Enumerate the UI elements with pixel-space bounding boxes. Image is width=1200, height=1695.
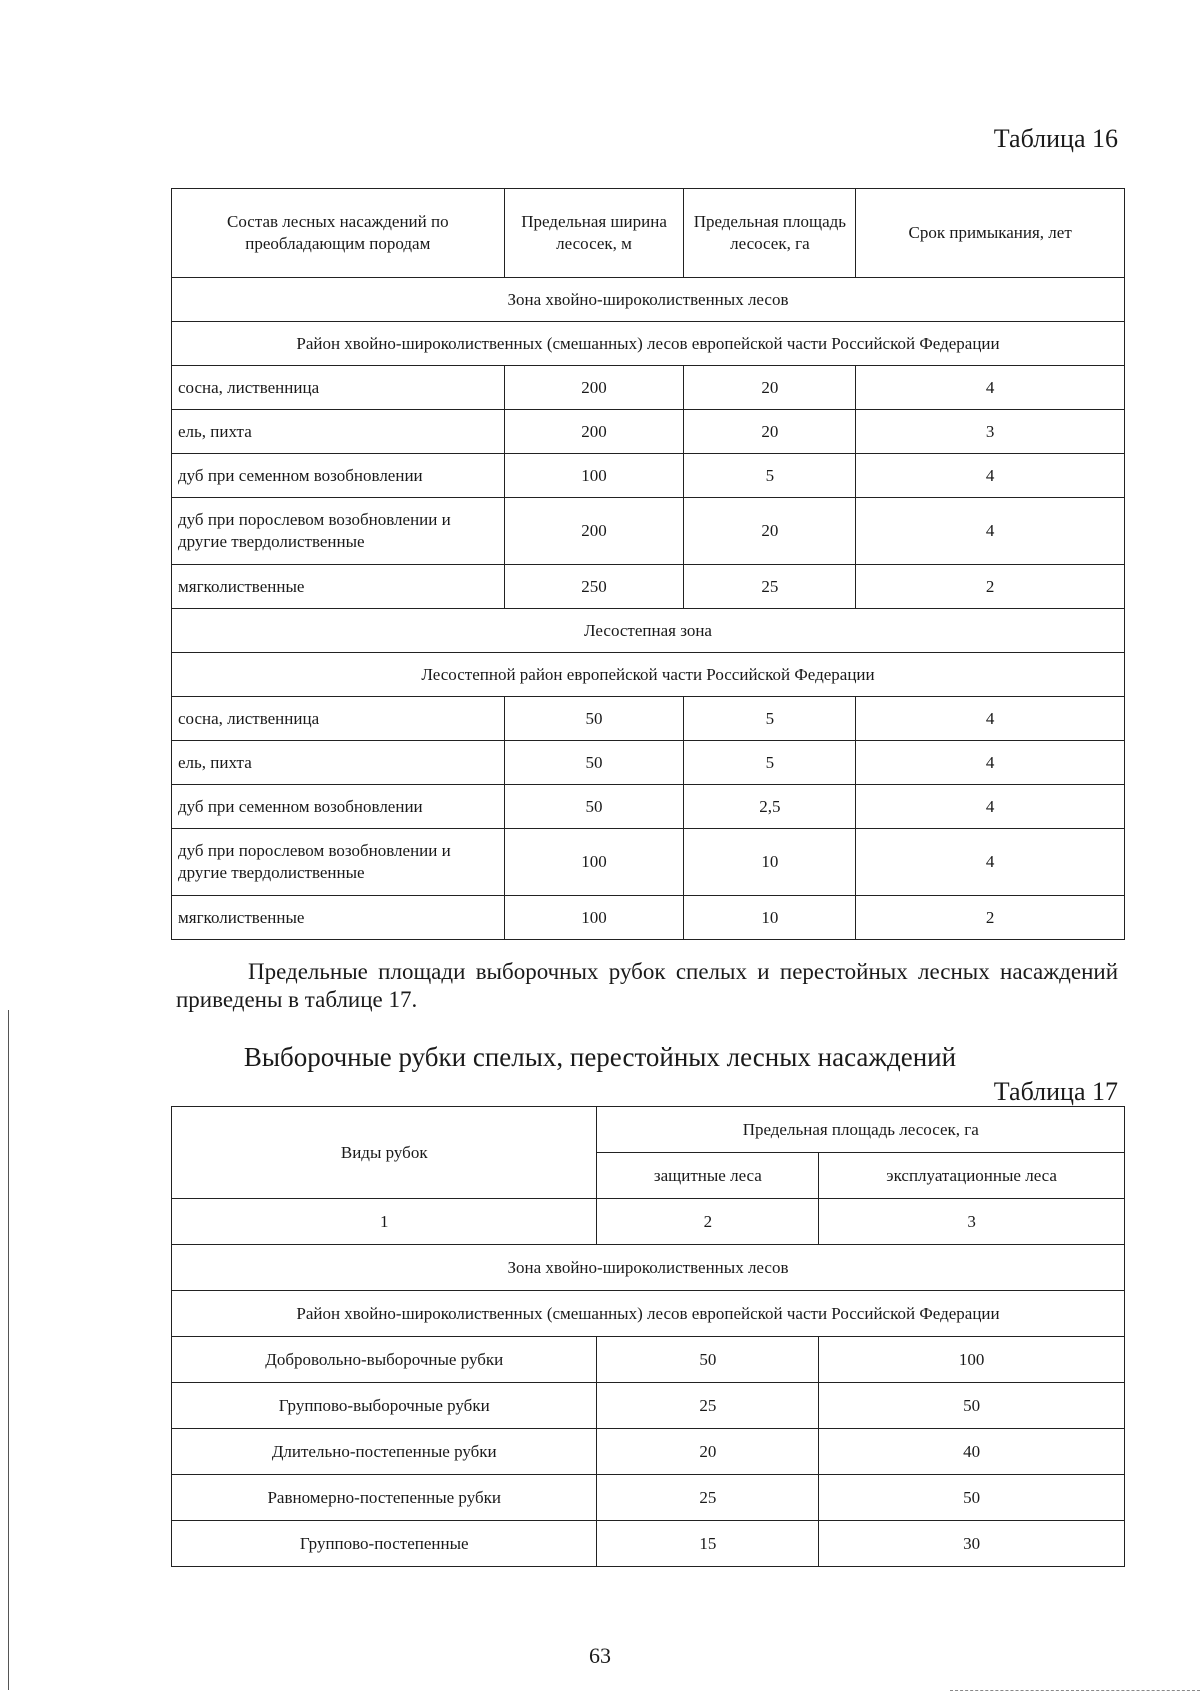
- table-17: [171, 1106, 1125, 1567]
- table-row: [172, 896, 1125, 940]
- species-cell: мягколиственные: [172, 565, 505, 609]
- term-cell: 2: [856, 896, 1125, 940]
- term-cell: 4: [856, 829, 1125, 896]
- cutting-type-cell: Длительно-постепенные рубки: [172, 1429, 597, 1475]
- width-cell: 50: [504, 697, 684, 741]
- table-row: [172, 741, 1125, 785]
- width-cell: 250: [504, 565, 684, 609]
- cutting-type-cell: Группово-постепенные: [172, 1521, 597, 1567]
- area-cell: 5: [684, 454, 856, 498]
- header-cell: защитные леса: [597, 1153, 819, 1199]
- table-row: [172, 829, 1125, 896]
- table-row: [172, 1429, 1125, 1475]
- species-cell: дуб при семенном возобновлении: [172, 454, 505, 498]
- header-cell: Состав лесных насаждений по преобладающим породам: [172, 189, 505, 278]
- term-cell: 4: [856, 741, 1125, 785]
- region-label: Район хвойно-широколиственных (смешанных) лесов европейской части Российской Федерации: [172, 322, 1125, 366]
- term-cell: 4: [856, 454, 1125, 498]
- area-cell: 10: [684, 829, 856, 896]
- table-row: [172, 1383, 1125, 1429]
- area-cell: 20: [684, 410, 856, 454]
- width-cell: 100: [504, 454, 684, 498]
- table-row: [172, 1521, 1125, 1567]
- table-row: [172, 565, 1125, 609]
- region-row: [172, 653, 1125, 697]
- column-number: 2: [597, 1199, 819, 1245]
- cutting-type-cell: Добровольно-выборочные рубки: [172, 1337, 597, 1383]
- table-17-caption: Таблица 17: [993, 1077, 1118, 1106]
- species-cell: дуб при порослевом возобновлении и другие твердолиственные: [172, 829, 505, 896]
- exploitation-cell: 50: [819, 1383, 1125, 1429]
- protective-cell: 25: [597, 1383, 819, 1429]
- cutting-type-cell: Группово-выборочные рубки: [172, 1383, 597, 1429]
- table-header-row: [172, 189, 1125, 278]
- protective-cell: 15: [597, 1521, 819, 1567]
- table-row: [172, 1337, 1125, 1383]
- zone-row: [172, 1245, 1125, 1291]
- region-row: [172, 322, 1125, 366]
- term-cell: 4: [856, 785, 1125, 829]
- header-cell: Предельная площадь лесосек, га: [597, 1107, 1125, 1153]
- page-number: 63: [589, 1643, 611, 1668]
- header-cell: Виды рубок: [172, 1107, 597, 1199]
- protective-cell: 50: [597, 1337, 819, 1383]
- width-cell: 200: [504, 366, 684, 410]
- table-row: [172, 785, 1125, 829]
- scan-artifact-bottom: [950, 1690, 1200, 1692]
- exploitation-cell: 50: [819, 1475, 1125, 1521]
- region-label: Лесостепной район европейской части Российской Федерации: [172, 653, 1125, 697]
- area-cell: 5: [684, 697, 856, 741]
- area-cell: 10: [684, 896, 856, 940]
- width-cell: 100: [504, 829, 684, 896]
- region-label: Район хвойно-широколиственных (смешанных) лесов европейской части Российской Федерации: [172, 1291, 1125, 1337]
- header-cell: Предельная ширина лесосек, м: [504, 189, 684, 278]
- zone-row: [172, 278, 1125, 322]
- term-cell: 4: [856, 498, 1125, 565]
- exploitation-cell: 40: [819, 1429, 1125, 1475]
- zone-row: [172, 609, 1125, 653]
- table-16-caption: Таблица 16: [993, 124, 1118, 153]
- header-cell: Предельная площадь лесосек, га: [684, 189, 856, 278]
- table-row: [172, 1475, 1125, 1521]
- column-number-row: [172, 1199, 1125, 1245]
- zone-label: Зона хвойно-широколиственных лесов: [172, 278, 1125, 322]
- zone-label: Зона хвойно-широколиственных лесов: [172, 1245, 1125, 1291]
- exploitation-cell: 30: [819, 1521, 1125, 1567]
- protective-cell: 20: [597, 1429, 819, 1475]
- table-header-row: [172, 1107, 1125, 1153]
- species-cell: мягколиственные: [172, 896, 505, 940]
- paragraph-line-1: Предельные площади выборочных рубок спелых и перестойных лесных насаждений: [248, 959, 1118, 984]
- table-row: [172, 454, 1125, 498]
- width-cell: 200: [504, 410, 684, 454]
- area-cell: 2,5: [684, 785, 856, 829]
- species-cell: дуб при порослевом возобновлении и другие твердолиственные: [172, 498, 505, 565]
- cutting-type-cell: Равномерно-постепенные рубки: [172, 1475, 597, 1521]
- region-row: [172, 1291, 1125, 1337]
- term-cell: 3: [856, 410, 1125, 454]
- species-cell: сосна, лиственница: [172, 366, 505, 410]
- table-row: [172, 498, 1125, 565]
- term-cell: 2: [856, 565, 1125, 609]
- column-number: 3: [819, 1199, 1125, 1245]
- species-cell: ель, пихта: [172, 410, 505, 454]
- header-cell: эксплуатационные леса: [819, 1153, 1125, 1199]
- area-cell: 5: [684, 741, 856, 785]
- area-cell: 20: [684, 498, 856, 565]
- protective-cell: 25: [597, 1475, 819, 1521]
- column-number: 1: [172, 1199, 597, 1245]
- term-cell: 4: [856, 366, 1125, 410]
- table-row: [172, 366, 1125, 410]
- width-cell: 50: [504, 785, 684, 829]
- term-cell: 4: [856, 697, 1125, 741]
- species-cell: сосна, лиственница: [172, 697, 505, 741]
- table-row: [172, 410, 1125, 454]
- area-cell: 20: [684, 366, 856, 410]
- species-cell: дуб при семенном возобновлении: [172, 785, 505, 829]
- header-cell: Срок примыкания, лет: [856, 189, 1125, 278]
- zone-label: Лесостепная зона: [172, 609, 1125, 653]
- area-cell: 25: [684, 565, 856, 609]
- table-16: [171, 188, 1125, 940]
- table-row: [172, 697, 1125, 741]
- exploitation-cell: 100: [819, 1337, 1125, 1383]
- species-cell: ель, пихта: [172, 741, 505, 785]
- paragraph-line-2: приведены в таблице 17.: [176, 987, 418, 1012]
- table-17-title: Выборочные рубки спелых, перестойных лесных насаждений: [243, 1042, 957, 1072]
- body-paragraph: [176, 958, 1118, 1014]
- scan-artifact-left: [8, 1010, 9, 1690]
- width-cell: 100: [504, 896, 684, 940]
- width-cell: 50: [504, 741, 684, 785]
- width-cell: 200: [504, 498, 684, 565]
